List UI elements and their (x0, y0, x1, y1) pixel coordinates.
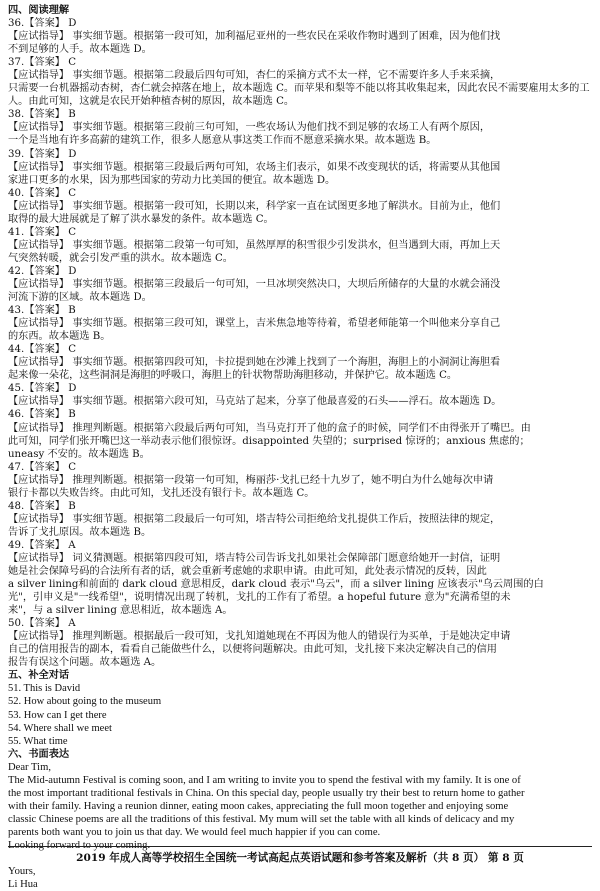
answer-key: 【答案】 B (24, 500, 76, 512)
answer-line (8, 500, 592, 513)
explanation-line: 【应试指导】 事实细节题。根据第四段可知，卡拉提到她在沙滩上找到了一个海胆，海胆上的小洞洞让海胆看 (8, 357, 501, 369)
answer-key: 【答案】 C (24, 187, 76, 199)
answer-key: 【答案】 C (24, 226, 76, 238)
letter-line: The Mid-autumn Festival is coming soon, and I am writing to invite you to spend the festival with my family. It is one of (8, 774, 521, 786)
letter-closing: Yours, (8, 866, 36, 878)
explanation-line: 【应试指导】 事实细节题。根据第一段可知，长期以来，科学家一直在试图更多地了解洪水。目前为止，他们 (8, 200, 501, 212)
answer-key: 【答案】 D (24, 18, 77, 30)
answer-key: 【答案】 D (24, 383, 77, 395)
explanation-line: 家进口更多的水果，因为那些国家的劳动力比美国的便宜。故本题选 D。 (8, 174, 336, 186)
answer-line (8, 226, 592, 239)
answer-line (8, 408, 592, 421)
explanation-line: 告诉了戈扎原因。故本题选 B。 (8, 526, 152, 538)
dialogue-answer: 54. Where shall we meet (8, 722, 112, 734)
question-number: 45. (8, 383, 25, 395)
answer-key: 【答案】 D (24, 265, 77, 277)
dialogue-answer: 52. How about going to the museum (8, 696, 162, 708)
question-number: 41. (8, 226, 25, 238)
explanation-line: 气突然转暖，就会引发严重的洪水。故本题选 C。 (8, 252, 233, 264)
explanation-line: 【应试指导】 事实细节题。根据第一段可知，加利福尼亚州的一些农民在采收作物时遇到了困难，因为他们找 (8, 31, 501, 43)
explanation-line: 自己的信用报告的副本，看看自己能做些什么，以便将问题解决。由此可知，戈扎接下来决定解决自己的信用 (8, 644, 497, 656)
answer-line (8, 187, 592, 200)
explanation-line: 【应试指导】 事实细节题。根据第六段可知，马克站了起来，分享了他最喜爱的石头——浮石。故本题选 D。 (8, 396, 502, 408)
page-footer: 2019 年成人高等学校招生全国统一考试高起点英语试题和参考答案及解析（共 8 页） 第 8 页 (8, 846, 592, 865)
letter-body (8, 774, 592, 852)
answer-key: 【答案】 C (24, 57, 76, 69)
explanation-line: 【应试指导】 词义猜测题。根据第四段可知，塔吉特公司告诉戈扎如果社会保障部门愿意给她开一封信，证明 (8, 552, 501, 564)
explanation-line: 不到足够的人手。故本题选 D。 (8, 44, 152, 56)
question-number: 48. (8, 500, 25, 512)
answer-line (8, 56, 592, 69)
section-title-reading: 四、阅读理解 (8, 4, 70, 16)
question-number: 38. (8, 109, 25, 121)
section-title-writing: 六、书面表达 (8, 747, 70, 760)
explanation-line: 【应试指导】 推理判断题。根据第一段第一句可知，梅丽莎·戈扎已经十九岁了，她不明白为什么她每次申请 (8, 474, 494, 486)
writing-section (8, 748, 592, 891)
answer-line (8, 461, 592, 474)
explanation-line: 她是社会保障号码的合法所有者的话，就会重新考虑她的求职申请。由此可知，此处表示情况的反转，因此 (8, 566, 487, 578)
explanation-line: 只需要一台机器摇动杏树，杏仁就会掉落在地上，故本题选 C。而苹果和梨等不能以将其收集起来，因此农民不需要雇用太多的工 (8, 83, 590, 95)
question-number: 37. (8, 57, 25, 69)
explanation-line: 一个是当地有许多高薪的建筑工作，很多人愿意从事这类工作而不愿意采摘水果。故本题选 B。 (8, 135, 437, 147)
question-number: 49. (8, 539, 25, 551)
letter-line: with their family. Having a reunion dinner, eating moon cakes, appreciating the full moon together and enjoying some (8, 800, 509, 812)
dialogue-answer-list (8, 682, 592, 747)
question-number: 46. (8, 409, 25, 421)
letter-greeting: Dear Tim, (8, 761, 51, 773)
explanation-line: 此可知，同学们张开嘴巴这一举动表示他们很惊讶。disappointed 失望的；surprised 惊讶的；anxious 焦虑的； (8, 435, 530, 447)
answer-key: 【答案】 A (24, 539, 76, 551)
explanation-line: 来"，与 a silver lining 意思相近，故本题选 A。 (8, 605, 233, 617)
letter-line: Looking forward to your coming. (8, 840, 151, 851)
reading-section (8, 4, 592, 669)
answer-key: 【答案】 B (24, 305, 76, 317)
answer-key: 【答案】 B (24, 409, 76, 421)
answer-key: 【答案】 C (24, 344, 76, 356)
answer-line (8, 148, 592, 161)
reading-answer-list (8, 17, 592, 669)
explanation-line: uneasy 不安的。故本题选 B。 (8, 448, 150, 460)
letter-line: the most important traditional festivals in China. On this special day, people usually try their best to return home to gather (8, 787, 525, 799)
explanation-line: 河流下游的区域。故本题选 D。 (8, 292, 152, 304)
question-number: 42. (8, 265, 25, 277)
answer-line (8, 265, 592, 278)
explanation-line: 【应试指导】 事实细节题。根据第二段最后一句可知，塔吉特公司拒绝给戈扎提供工作后，按照法律的规定， (8, 513, 501, 525)
answer-key: 【答案】 B (24, 109, 76, 121)
answer-line (8, 539, 592, 552)
answer-line (8, 17, 592, 30)
question-number: 44. (8, 344, 25, 356)
dialogue-answer: 51. This is David (8, 683, 81, 695)
explanation-line: 【应试指导】 事实细节题。根据第三段前三句可知，一些农场认为他们找不到足够的农场工人有两个原因， (8, 122, 491, 134)
explanation-line: 【应试指导】 推理判断题。根据最后一段可知，戈扎知道她现在不再因为他人的错误行为买单，于是她决定申请 (8, 631, 511, 643)
explanation-line: 光"，引申义是"一线希望"，说明情况出现了转机，戈扎的工作有了希望。a hopeful future 意为"充满希望的未 (8, 592, 511, 604)
explanation-line: 报告有误这个问题。故本题选 A。 (8, 657, 162, 669)
question-number: 50. (8, 618, 25, 630)
explanation-line: 【应试指导】 事实细节题。根据第三段最后一句可知，一旦冰坝突然决口，大坝后所储存的大量的水就会涌没 (8, 278, 501, 290)
answer-line (8, 108, 592, 121)
explanation-line: 取得的最大进展就是了解了洪水暴发的条件。故本题选 C。 (8, 213, 274, 225)
letter-signature: Li Hua (8, 879, 38, 891)
letter-line: classic Chinese poems are all the traditions of this festival. My mum will set the table with all kinds of delicacy and my (8, 813, 515, 825)
explanation-line: 【应试指导】 事实细节题。根据第三段最后两句可知，农场主们表示，如果不改变现状的话，将需要从其他国 (8, 161, 501, 173)
dialogue-answer: 55. What time (8, 735, 68, 747)
explanation-line: 【应试指导】 事实细节题。根据第二段最后四句可知，杏仁的采摘方式不太一样，它不需要许多人手来采摘， (8, 70, 501, 82)
question-number: 39. (8, 148, 25, 160)
explanation-line: 人。由此可知，这就是农民开始种植杏树的原因，故本题选 C。 (8, 96, 295, 108)
question-number: 36. (8, 18, 25, 30)
explanation-line: a silver lining和前面的 dark cloud 意思相反，dark cloud 表示"乌云"，而 a silver lining 应该表示"乌云周围的白 (8, 579, 544, 591)
question-number: 47. (8, 461, 25, 473)
answer-key: 【答案】 C (24, 461, 76, 473)
answer-line (8, 617, 592, 630)
section-title-dialogue: 五、补全对话 (8, 669, 70, 682)
answer-line (8, 304, 592, 317)
explanation-line: 起来像一朵花，这些洞洞是海胆的呼吸口，海胆上的针状物帮助海胆移动，并保护它。故本题选 C。 (8, 370, 458, 382)
answer-key: 【答案】 D (24, 148, 77, 160)
letter-line: parents both want you to join us that day. We would feel much happier if you can come. (8, 826, 381, 838)
answer-key: 【答案】 A (24, 618, 76, 630)
answer-line (8, 382, 592, 395)
explanation-line: 银行卡都以失败告终。由此可知，戈扎还没有银行卡。故本题选 C。 (8, 487, 315, 499)
question-number: 40. (8, 187, 25, 199)
dialogue-section (8, 669, 592, 747)
question-number: 43. (8, 305, 25, 317)
explanation-line: 【应试指导】 推理判断题。根据第六段最后两句可知，当马克打开了他的盒子的时候，同学们不由得张开了嘴巴。由 (8, 422, 531, 434)
explanation-line: 的东西。故本题选 B。 (8, 331, 111, 343)
explanation-line: 【应试指导】 事实细节题。根据第三段可知，课堂上，吉米焦急地等待着，希望老师能第一个叫他来分享自己 (8, 318, 501, 330)
answer-line (8, 343, 592, 356)
explanation-line: 【应试指导】 事实细节题。根据第二段第一句可知，虽然厚厚的积雪很少引发洪水，但当遇到大雨，再加上天 (8, 239, 501, 251)
dialogue-answer: 53. How can I get there (8, 709, 107, 721)
